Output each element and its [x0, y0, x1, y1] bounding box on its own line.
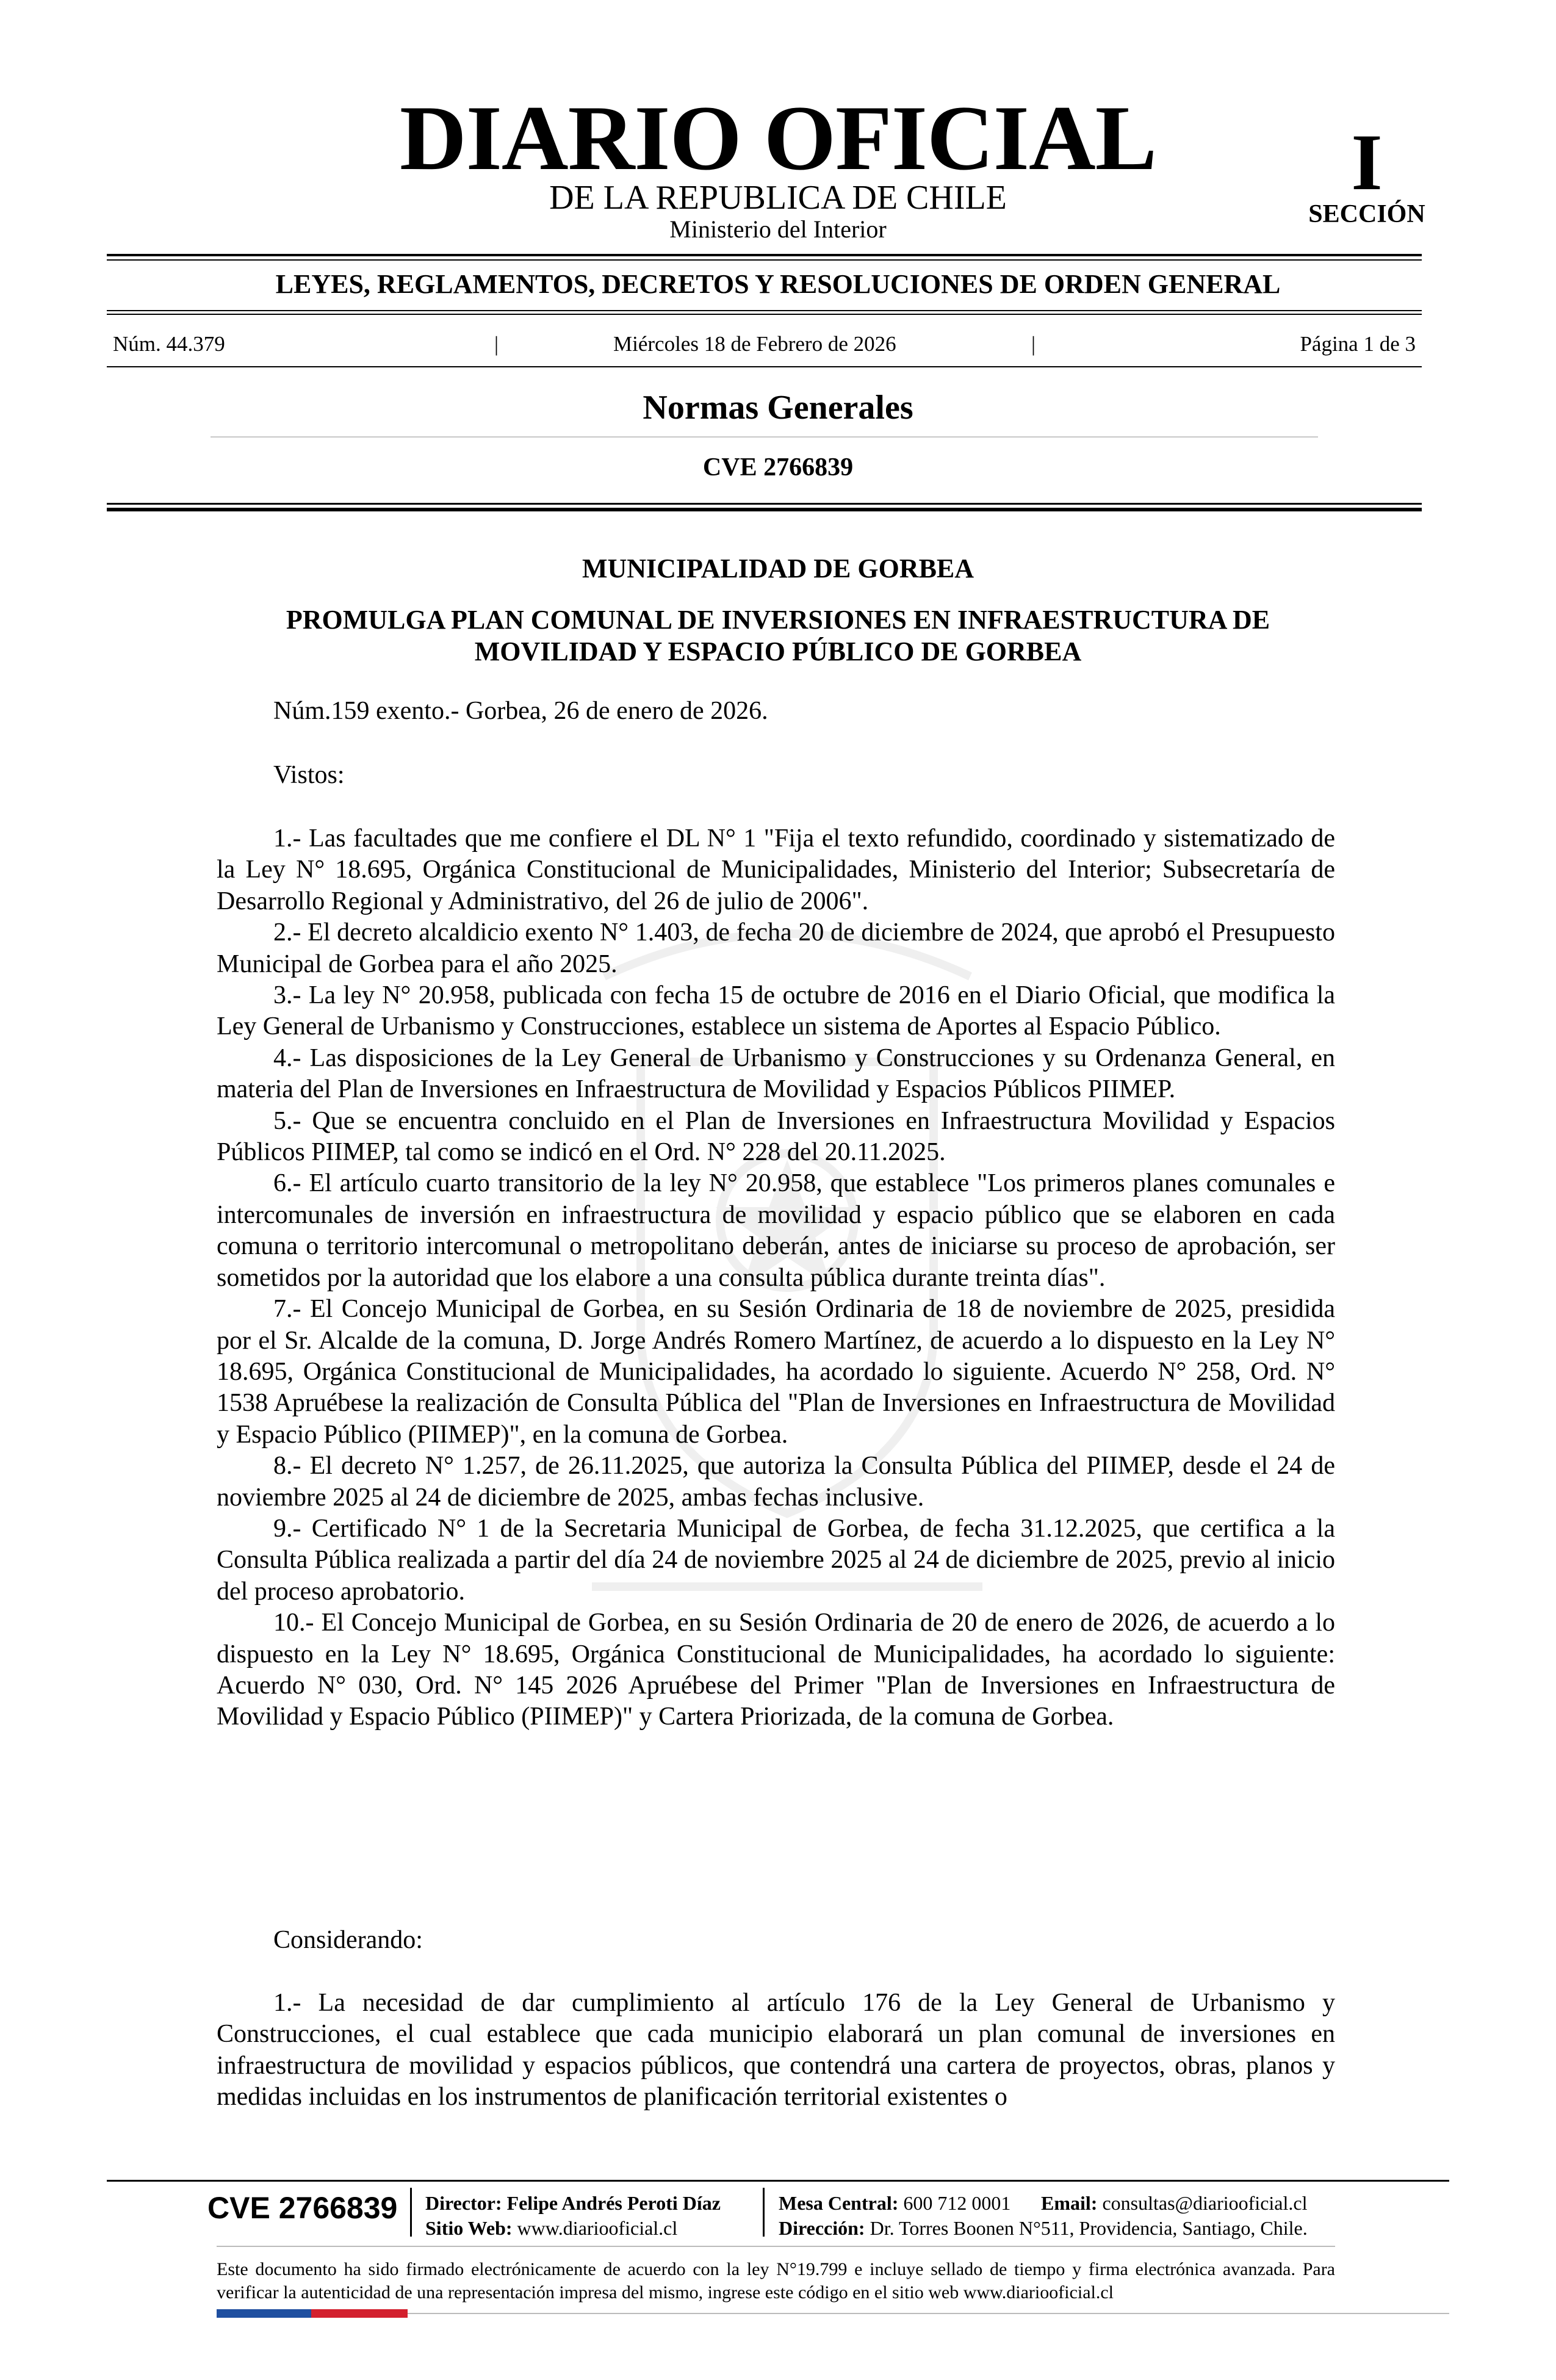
vistos-label: Vistos:	[273, 761, 345, 789]
vistos-paragraph: 8.- El decreto N° 1.257, de 26.11.2025, que autoriza la Consulta Pública del PIIMEP, desde el 24 de noviembre 2025 al 24 de diciembre de 2025, ambas fechas inclusive.	[217, 1452, 1335, 1512]
considerando-list	[217, 1988, 1335, 2113]
phone-value: 600 712 0001	[903, 2192, 1011, 2214]
masthead-subtitle: DE LA REPUBLICA DE CHILE	[549, 179, 1007, 217]
flag-line	[408, 2313, 1449, 2314]
vistos-paragraph: 5.- Que se encuentra concluido en el Plan de Inversiones en Infraestructura Movilidad y Espacios Públicos PIIMEP, tal como se indicó en el Ord. N° 228 del 20.11.2025.	[217, 1106, 1335, 1167]
vistos-paragraph: 2.- El decreto alcaldicio exento N° 1.403, de fecha 20 de diciembre de 2024, que aprobó el Presupuesto Municipal de Gorbea para el año 2025.	[217, 918, 1335, 978]
footer-address	[779, 2218, 1308, 2238]
section-number: I	[1351, 117, 1383, 207]
vistos-paragraph: 1.- Las facultades que me confiere el DL N° 1 "Fija el texto refundido, coordinado y sistematizado de la Ley N° 18.695, Orgánica Constitucional de Municipalidades, Ministerio del Interior; Subsecretaría de Desarrollo Regional y Administrativo, del 26 de julio de 2006".	[217, 824, 1335, 915]
considerando-label: Considerando:	[273, 1926, 423, 1954]
vistos-paragraph: 9.- Certificado N° 1 de la Secretaria Municipal de Gorbea, de fecha 31.12.2025, que certifica a la Consulta Pública realizada a partir del día 24 de noviembre 2025 al 24 de diciembre de 2025, previo al inicio del proceso aprobatorio.	[217, 1514, 1335, 1606]
info-bar-rule	[107, 366, 1422, 367]
footer-note-rule	[217, 2246, 1335, 2247]
issue-date: Miércoles 18 de Febrero de 2026	[613, 332, 896, 356]
footer-website	[425, 2218, 677, 2238]
page-indicator: Página 1 de 3	[1300, 332, 1416, 356]
address-label: Dirección:	[779, 2217, 865, 2239]
issuing-authority: MUNICIPALIDAD DE GORBEA	[582, 554, 974, 583]
website-link[interactable]: www.diariooficial.cl	[517, 2217, 678, 2239]
flag-stripe-blue	[217, 2309, 311, 2318]
footer-email	[1041, 2193, 1307, 2213]
email-label: Email:	[1041, 2192, 1098, 2214]
masthead-ministry: Ministerio del Interior	[669, 215, 887, 243]
section-label: SECCIÓN	[1308, 200, 1425, 228]
issue-info-bar	[113, 333, 1416, 358]
vistos-paragraph: 4.- Las disposiciones de la Ley General de Urbanismo y Construcciones y su Ordenanza General, en materia del Plan de Inversiones en Infraestructura de Movilidad y Espacios Públicos PIIMEP.	[217, 1044, 1335, 1104]
cve-code: CVE 2766839	[702, 453, 854, 481]
footer-signature-note: Este documento ha sido firmado electrónicamente de acuerdo con la ley N°19.799 e incluye sellado de tiempo y firma electrónica avanzada. Para verificar la autenticidad de una representación impresa del mismo, ingrese este código en el sitio web www.diariooficial.cl	[217, 2259, 1335, 2302]
category-divider	[211, 436, 1318, 438]
info-separator: |	[1031, 332, 1036, 356]
document-title: PROMULGA PLAN COMUNAL DE INVERSIONES EN INFRAESTRUCTURA DE MOVILIDAD Y ESPACIO PÚBLICO DE GORBEA	[286, 605, 1270, 666]
masthead-rule-bottom	[107, 259, 1422, 261]
website-label: Sitio Web:	[425, 2217, 513, 2239]
section-heading: LEYES, REGLAMENTOS, DECRETOS Y RESOLUCIONES DE ORDEN GENERAL	[275, 269, 1281, 299]
email-link[interactable]: consultas@diariooficial.cl	[1102, 2192, 1308, 2214]
vistos-paragraph: 6.- El artículo cuarto transitorio de la ley N° 20.958, que establece "Los primeros planes comunales e intercomunales de inversión en infraestructura de movilidad y espacio público que se elaboren en cada comuna o territorio intercomunal o metropolitano deberán, antes de iniciarse su proceso de aprobación, ser sometidos por la autoridad que los elabore a una consulta pública durante treinta días".	[217, 1169, 1335, 1292]
phone-label: Mesa Central:	[779, 2192, 899, 2214]
cve-rule-b	[107, 508, 1422, 511]
vistos-paragraph: 10.- El Concejo Municipal de Gorbea, en su Sesión Ordinaria de 20 de enero de 2026, de acuerdo a lo dispuesto en la Ley N° 18.695, Orgánica Constitucional de Municipalidades, ha acordado lo siguiente: Acuerdo N° 030, Ord. N° 145 2026 Apruébese del Primer "Plan de Inversiones en Infraestructura de Movilidad y Espacio Público (PIIMEP)" y Cartera Priorizada, de la comuna de Gorbea.	[217, 1609, 1335, 1731]
vistos-list	[217, 823, 1335, 1733]
heading-rule-b	[107, 314, 1422, 315]
footer-phone	[779, 2193, 1010, 2213]
info-separator: |	[494, 332, 499, 356]
heading-rule-a	[107, 310, 1422, 311]
issue-number: Núm. 44.379	[113, 332, 225, 356]
footer-divider	[763, 2188, 765, 2237]
masthead-rule-top	[107, 254, 1422, 256]
vistos-paragraph: 3.- La ley N° 20.958, publicada con fecha 15 de octubre de 2016 en el Diario Oficial, que modifica la Ley General de Urbanismo y Construcciones, establece un sistema de Aportes al Espacio Público.	[217, 981, 1335, 1041]
masthead-title: DIARIO OFICIAL	[399, 87, 1157, 189]
considerando-paragraph: 1.- La necesidad de dar cumplimiento al artículo 176 de la Ley General de Urbanismo y Construcciones, el cual establece que cada municipio elaborará un plan comunal de inversiones en infraestructura de movilidad y espacios públicos, que contendrá una cartera de proyectos, obras, planos y medidas incluidas en los instrumentos de planificación territorial existentes o	[217, 1989, 1335, 2111]
vistos-paragraph: 7.- El Concejo Municipal de Gorbea, en su Sesión Ordinaria de 18 de noviembre de 2025, presidida por el Sr. Alcalde de la comuna, D. Jorge Andrés Romero Martínez, de acuerdo a lo dispuesto en la Ley N° 18.695, Orgánica Constitucional de Municipalidades, ha acordado lo siguiente. Acuerdo N° 258, Ord. N° 1538 Apruébese la realización de Consulta Pública del "Plan de Inversiones en Infraestructura de Movilidad y Espacio Público (PIIMEP)", en la comuna de Gorbea.	[217, 1295, 1335, 1449]
footer-director	[425, 2193, 721, 2213]
cve-rule-a	[107, 503, 1422, 505]
category-heading: Normas Generales	[643, 389, 913, 427]
footer-rule	[107, 2180, 1449, 2182]
footer-divider	[410, 2188, 412, 2237]
decree-intro: Núm.159 exento.- Gorbea, 26 de enero de 2026.	[273, 697, 768, 725]
director-label: Director:	[425, 2192, 502, 2214]
flag-stripe-red	[311, 2309, 408, 2318]
director-value: Felipe Andrés Peroti Díaz	[506, 2192, 721, 2214]
footer-cve-code: CVE 2766839	[207, 2191, 398, 2225]
address-value: Dr. Torres Boonen N°511, Providencia, Santiago, Chile.	[870, 2217, 1308, 2239]
